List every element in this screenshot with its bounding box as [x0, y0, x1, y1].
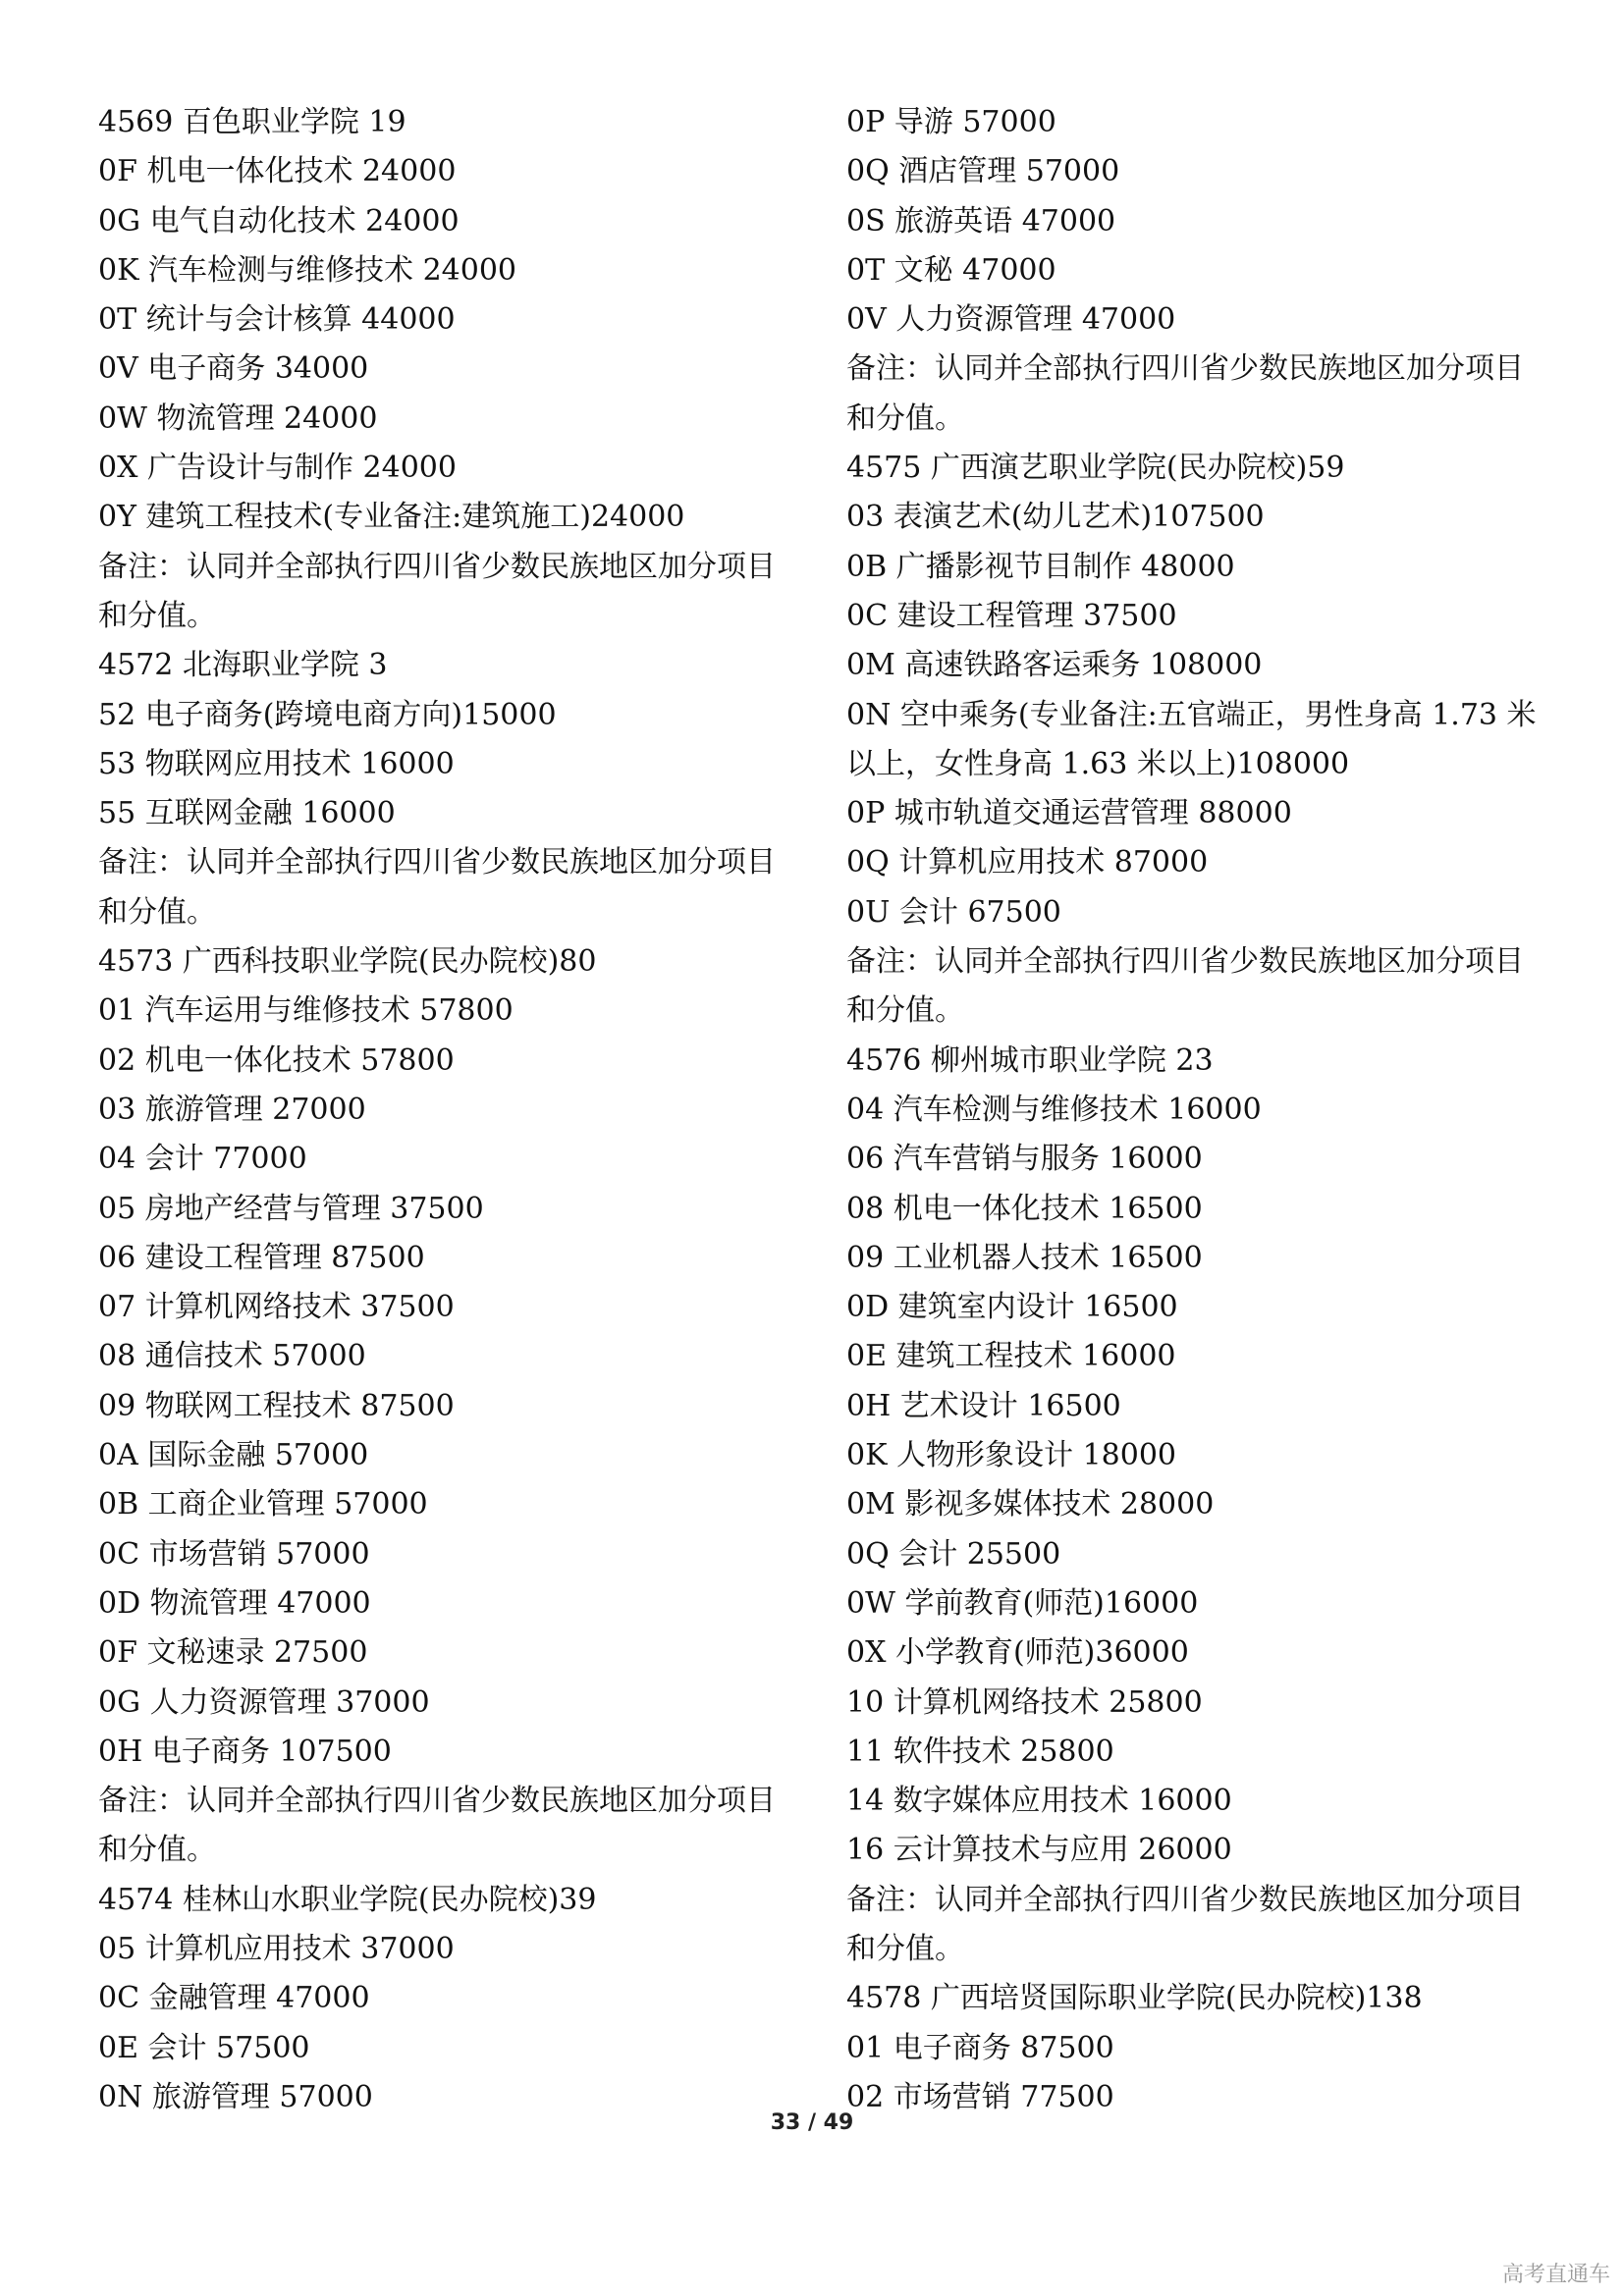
text-line: 0F 机电一体化技术 24000 [98, 154, 457, 189]
text-line: 和分值。 [98, 894, 216, 930]
text-line: 06 汽车营销与服务 16000 [846, 1142, 1203, 1177]
text-line: 0C 市场营销 57000 [98, 1536, 370, 1572]
text-line: 0Q 酒店管理 57000 [846, 154, 1120, 189]
text-line: 0W 学前教育(师范)16000 [846, 1585, 1199, 1621]
text-line: 和分值。 [98, 1833, 216, 1868]
text-line: 和分值。 [846, 1931, 964, 1966]
text-line: 0B 工商企业管理 57000 [98, 1487, 428, 1522]
text-line: 55 互联网金融 16000 [98, 796, 396, 831]
page-number: 33 / 49 [770, 2110, 854, 2135]
text-line: 以上，女性身高 1.63 米以上)108000 [846, 746, 1350, 781]
text-line: 02 机电一体化技术 57800 [98, 1042, 455, 1078]
text-line: 07 计算机网络技术 37500 [98, 1290, 455, 1325]
text-line: 备注：认同并全部执行四川省少数民族地区加分项目 [98, 1784, 776, 1819]
text-line: 02 市场营销 77500 [846, 2079, 1114, 2114]
text-line: 14 数字媒体应用技术 16000 [846, 1784, 1232, 1819]
text-line: 11 软件技术 25800 [846, 1734, 1114, 1769]
text-line: 备注：认同并全部执行四川省少数民族地区加分项目 [846, 351, 1524, 387]
text-line: 4574 桂林山水职业学院(民办院校)39 [98, 1882, 597, 1917]
text-line: 06 建设工程管理 87500 [98, 1240, 425, 1275]
watermark-text: 高考直通车 [1501, 2263, 1610, 2287]
text-line: 0C 金融管理 47000 [98, 1981, 370, 2016]
text-line: 04 会计 77000 [98, 1142, 307, 1177]
left-column [98, 98, 805, 2122]
text-line: 0G 电气自动化技术 24000 [98, 203, 460, 239]
text-line: 0Q 计算机应用技术 87000 [846, 845, 1209, 881]
text-line: 备注：认同并全部执行四川省少数民族地区加分项目 [846, 944, 1524, 980]
text-line: 0C 建设工程管理 37500 [846, 598, 1177, 633]
text-line: 0X 小学教育(师范)36000 [846, 1635, 1189, 1671]
text-line: 03 表演艺术(幼儿艺术)107500 [846, 500, 1265, 535]
text-line: 0S 旅游英语 47000 [846, 203, 1116, 239]
text-line: 53 物联网应用技术 16000 [98, 746, 455, 781]
text-line: 备注：认同并全部执行四川省少数民族地区加分项目 [98, 845, 776, 881]
text-line: 和分值。 [846, 993, 964, 1029]
text-line: 08 通信技术 57000 [98, 1339, 366, 1374]
text-line: 4576 柳州城市职业学院 23 [846, 1042, 1214, 1078]
text-line: 和分值。 [846, 400, 964, 436]
text-line: 0G 人力资源管理 37000 [98, 1684, 430, 1720]
text-line: 05 计算机应用技术 37000 [98, 1931, 455, 1966]
text-line: 10 计算机网络技术 25800 [846, 1684, 1203, 1720]
text-line: 4575 广西演艺职业学院(民办院校)59 [846, 451, 1345, 486]
text-line: 05 房地产经营与管理 37500 [98, 1191, 484, 1226]
text-line: 01 汽车运用与维修技术 57800 [98, 993, 514, 1029]
text-line: 备注：认同并全部执行四川省少数民族地区加分项目 [98, 549, 776, 584]
text-line: 4572 北海职业学院 3 [98, 648, 388, 683]
right-column [846, 98, 1543, 2122]
text-line: 0P 导游 57000 [846, 105, 1056, 139]
text-line: 0B 广播影视节目制作 48000 [846, 549, 1235, 584]
text-line: 01 电子商务 87500 [846, 2030, 1114, 2065]
text-line: 52 电子商务(跨境电商方向)15000 [98, 697, 557, 732]
text-line: 0P 城市轨道交通运营管理 88000 [846, 796, 1292, 831]
text-line: 0Q 会计 25500 [846, 1536, 1061, 1572]
text-line: 0A 国际金融 57000 [98, 1438, 369, 1473]
text-line: 0K 人物形象设计 18000 [846, 1438, 1177, 1473]
text-line: 0H 艺术设计 16500 [846, 1388, 1121, 1423]
text-line: 0T 文秘 47000 [846, 252, 1056, 288]
text-line: 备注：认同并全部执行四川省少数民族地区加分项目 [846, 1882, 1524, 1917]
text-line: 和分值。 [98, 598, 216, 633]
text-line: 0D 建筑室内设计 16500 [846, 1290, 1178, 1325]
text-line: 0T 统计与会计核算 44000 [98, 302, 456, 338]
text-line: 0E 会计 57500 [98, 2030, 310, 2065]
text-line: 09 物联网工程技术 87500 [98, 1388, 455, 1423]
text-line: 0X 广告设计与制作 24000 [98, 451, 457, 486]
text-line: 0H 电子商务 107500 [98, 1734, 392, 1769]
text-line: 0D 物流管理 47000 [98, 1585, 371, 1621]
text-line: 03 旅游管理 27000 [98, 1092, 366, 1127]
text-line: 0M 高速铁路客运乘务 108000 [846, 648, 1263, 683]
text-line: 0M 影视多媒体技术 28000 [846, 1487, 1215, 1522]
text-line: 16 云计算技术与应用 26000 [846, 1833, 1232, 1868]
text-line: 4573 广西科技职业学院(民办院校)80 [98, 944, 597, 980]
text-line: 08 机电一体化技术 16500 [846, 1191, 1203, 1226]
text-line: 0E 建筑工程技术 16000 [846, 1339, 1176, 1374]
text-line: 0V 电子商务 34000 [98, 351, 369, 387]
text-line: 0U 会计 67500 [846, 894, 1061, 930]
text-line: 0N 旅游管理 57000 [98, 2079, 373, 2114]
text-line: 4578 广西培贤国际职业学院(民办院校)138 [846, 1981, 1423, 2016]
text-line: 04 汽车检测与维修技术 16000 [846, 1092, 1262, 1127]
text-line: 0N 空中乘务(专业备注:五官端正，男性身高 1.73 米 [846, 697, 1537, 732]
text-line: 09 工业机器人技术 16500 [846, 1240, 1203, 1275]
text-line: 0K 汽车检测与维修技术 24000 [98, 252, 517, 288]
text-line: 0V 人力资源管理 47000 [846, 302, 1176, 338]
text-line: 0W 物流管理 24000 [98, 400, 378, 436]
text-line: 0F 文秘速录 27500 [98, 1635, 368, 1671]
text-line: 0Y 建筑工程技术(专业备注:建筑施工)24000 [98, 500, 685, 535]
text-line: 4569 百色职业学院 19 [98, 105, 406, 139]
